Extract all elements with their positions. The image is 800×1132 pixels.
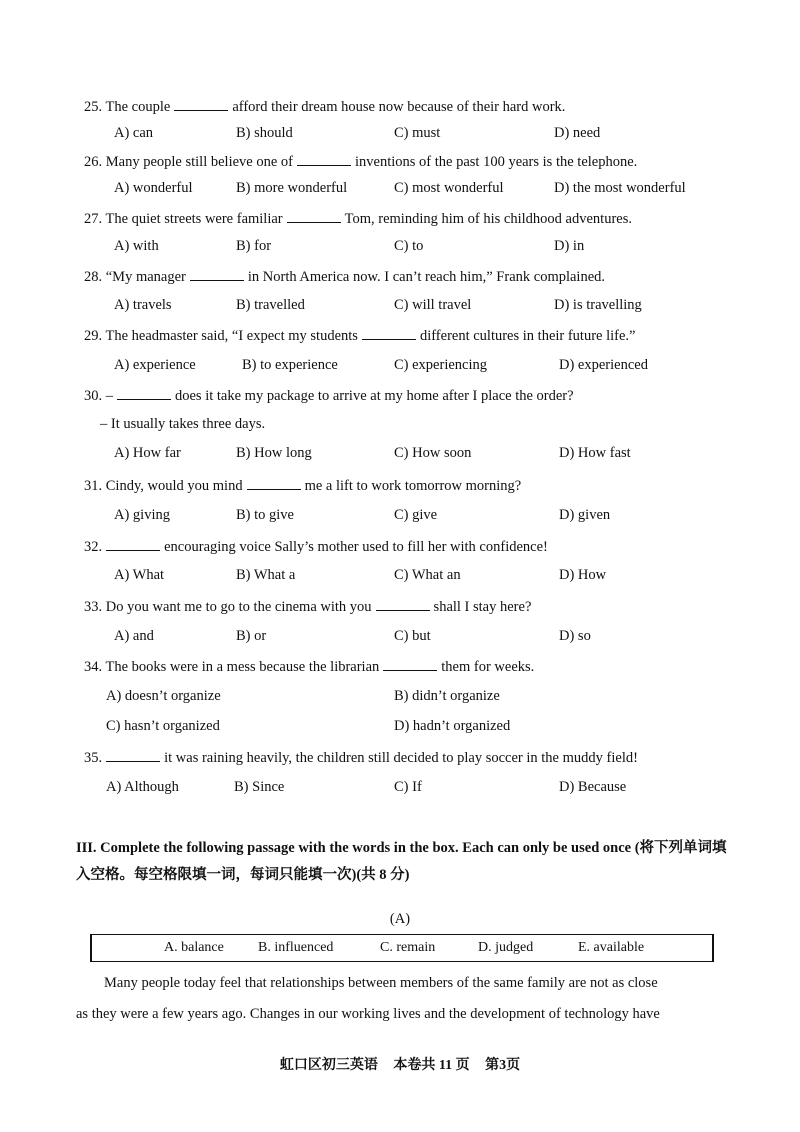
option-a: A) with — [114, 238, 159, 254]
passage-line: Many people today feel that relationships between members of the same family are not as close — [104, 975, 658, 991]
word-option: B. influenced — [258, 940, 334, 955]
option-c: C) How soon — [394, 445, 472, 461]
answer-blank — [117, 387, 171, 400]
option-b: B) Since — [234, 779, 285, 795]
option-b: B) should — [236, 125, 293, 141]
question-text: 30. – — [84, 388, 113, 404]
option-a: A) giving — [114, 507, 170, 523]
question-text: encouraging voice Sally’s mother used to fill her with confidence! — [164, 539, 548, 555]
option-b: B) How long — [236, 445, 312, 461]
section-subtitle: (A) — [389, 911, 411, 927]
question-text: it was raining heavily, the children still decided to play soccer in the muddy field! — [164, 750, 638, 766]
option-d: D) given — [559, 507, 611, 523]
question-text: shall I stay here? — [433, 599, 532, 615]
question-text: different cultures in their future life.” — [419, 328, 636, 344]
word-option: D. judged — [478, 940, 534, 955]
option-b: B) What a — [236, 567, 296, 583]
question-28 — [84, 268, 605, 286]
option-c: C) but — [394, 628, 431, 644]
option-d: D) so — [559, 628, 591, 644]
options-32 — [0, 567, 800, 587]
footer-total-pages: 本卷共 11 页 — [393, 1058, 470, 1073]
option-b: B) didn’t organize — [394, 688, 500, 704]
option-a: A) travels — [114, 297, 172, 313]
option-a: A) doesn’t organize — [106, 688, 221, 704]
option-b: B) to experience — [242, 357, 338, 373]
option-c: C) If — [394, 779, 422, 795]
answer-blank — [106, 749, 160, 762]
word-option: E. available — [578, 940, 645, 955]
option-b: B) for — [236, 238, 272, 254]
question-text: 35. — [84, 750, 103, 766]
option-a: A) experience — [114, 357, 196, 373]
option-b: B) travelled — [236, 297, 305, 313]
question-text: afford their dream house now because of their hard work. — [232, 99, 566, 115]
word-box — [90, 934, 714, 962]
options-35 — [0, 779, 800, 799]
option-a: A) Although — [106, 779, 179, 795]
option-d: D) in — [554, 238, 585, 254]
option-c: C) give — [394, 507, 438, 523]
option-c: C) experiencing — [394, 357, 488, 373]
passage-line: as they were a few years ago. Changes in our working lives and the development of technology have — [76, 1006, 660, 1022]
answer-blank — [190, 268, 244, 281]
question-31 — [84, 477, 521, 495]
answer-blank — [376, 598, 430, 611]
options-28 — [0, 297, 800, 317]
question-text: them for weeks. — [441, 659, 535, 675]
question-32 — [84, 538, 548, 556]
question-26 — [84, 153, 637, 171]
options-34-row2 — [0, 718, 800, 738]
answer-blank — [287, 210, 341, 223]
options-29 — [0, 357, 800, 377]
question-text: 34. The books were in a mess because the librarian — [84, 659, 380, 675]
option-a: A) wonderful — [114, 180, 193, 196]
option-d: D) hadn’t organized — [394, 718, 511, 734]
question-text: inventions of the past 100 years is the telephone. — [355, 154, 638, 170]
question-text: 26. Many people still believe one of — [84, 154, 293, 170]
answer-blank — [297, 153, 351, 166]
word-option: A. balance — [164, 940, 224, 955]
option-d: D) How fast — [559, 445, 631, 461]
option-c: C) to — [394, 238, 424, 254]
question-27 — [84, 210, 632, 228]
option-a: A) can — [114, 125, 154, 141]
option-b: B) more wonderful — [236, 180, 348, 196]
footer-district: 虹口区初三英语 — [279, 1058, 378, 1073]
option-c: C) will travel — [394, 297, 472, 313]
question-text: in North America now. I can’t reach him,” Frank complained. — [247, 269, 606, 285]
question-text: 27. The quiet streets were familiar — [84, 211, 283, 227]
question-text: 28. “My manager — [84, 269, 186, 285]
option-d: D) How — [559, 567, 607, 583]
option-b: B) or — [236, 628, 267, 644]
options-31 — [0, 507, 800, 527]
options-25 — [0, 125, 800, 145]
question-text: 25. The couple — [84, 99, 171, 115]
question-35 — [84, 749, 638, 767]
question-text: Tom, reminding him of his childhood adventures. — [344, 211, 632, 227]
options-27 — [0, 238, 800, 258]
question-25 — [84, 98, 565, 116]
answer-blank — [383, 658, 437, 671]
question-30-response: – It usually takes three days. — [100, 416, 266, 432]
word-option: C. remain — [380, 940, 436, 955]
question-text: 29. The headmaster said, “I expect my students — [84, 328, 358, 344]
question-text: me a lift to work tomorrow morning? — [304, 478, 522, 494]
option-a: A) What — [114, 567, 165, 583]
question-30 — [84, 387, 574, 405]
answer-blank — [362, 327, 416, 340]
option-b: B) to give — [236, 507, 294, 523]
answer-blank — [106, 538, 160, 551]
question-33 — [84, 598, 531, 616]
question-text: 32. — [84, 539, 103, 555]
question-34 — [84, 658, 534, 676]
option-a: A) and — [114, 628, 154, 644]
options-33 — [0, 628, 800, 648]
question-text: 33. Do you want me to go to the cinema with you — [84, 599, 372, 615]
question-29 — [84, 327, 636, 345]
answer-blank — [174, 98, 228, 111]
option-d: D) is travelling — [554, 297, 642, 313]
option-c: C) must — [394, 125, 441, 141]
option-c: C) hasn’t organized — [106, 718, 220, 734]
option-d: D) experienced — [559, 357, 648, 373]
page-footer — [0, 1054, 800, 1074]
option-a: A) How far — [114, 445, 181, 461]
question-text: does it take my package to arrive at my home after I place the order? — [175, 388, 574, 404]
section-title: III. Complete the following passage with the words in the box. Each can only be used once (将下列单词填入空格。每空格限填一词，每词只能填一次)(共 8 分) — [76, 840, 727, 883]
option-c: C) most wonderful — [394, 180, 504, 196]
footer-page-number: 第3页 — [485, 1058, 521, 1073]
option-d: D) Because — [559, 779, 627, 795]
answer-blank — [247, 477, 301, 490]
options-30 — [0, 445, 800, 465]
options-26 — [0, 180, 800, 200]
options-34-row1 — [0, 688, 800, 708]
option-d: D) need — [554, 125, 601, 141]
option-d: D) the most wonderful — [554, 180, 686, 196]
option-c: C) What an — [394, 567, 461, 583]
question-text: 31. Cindy, would you mind — [84, 478, 243, 494]
